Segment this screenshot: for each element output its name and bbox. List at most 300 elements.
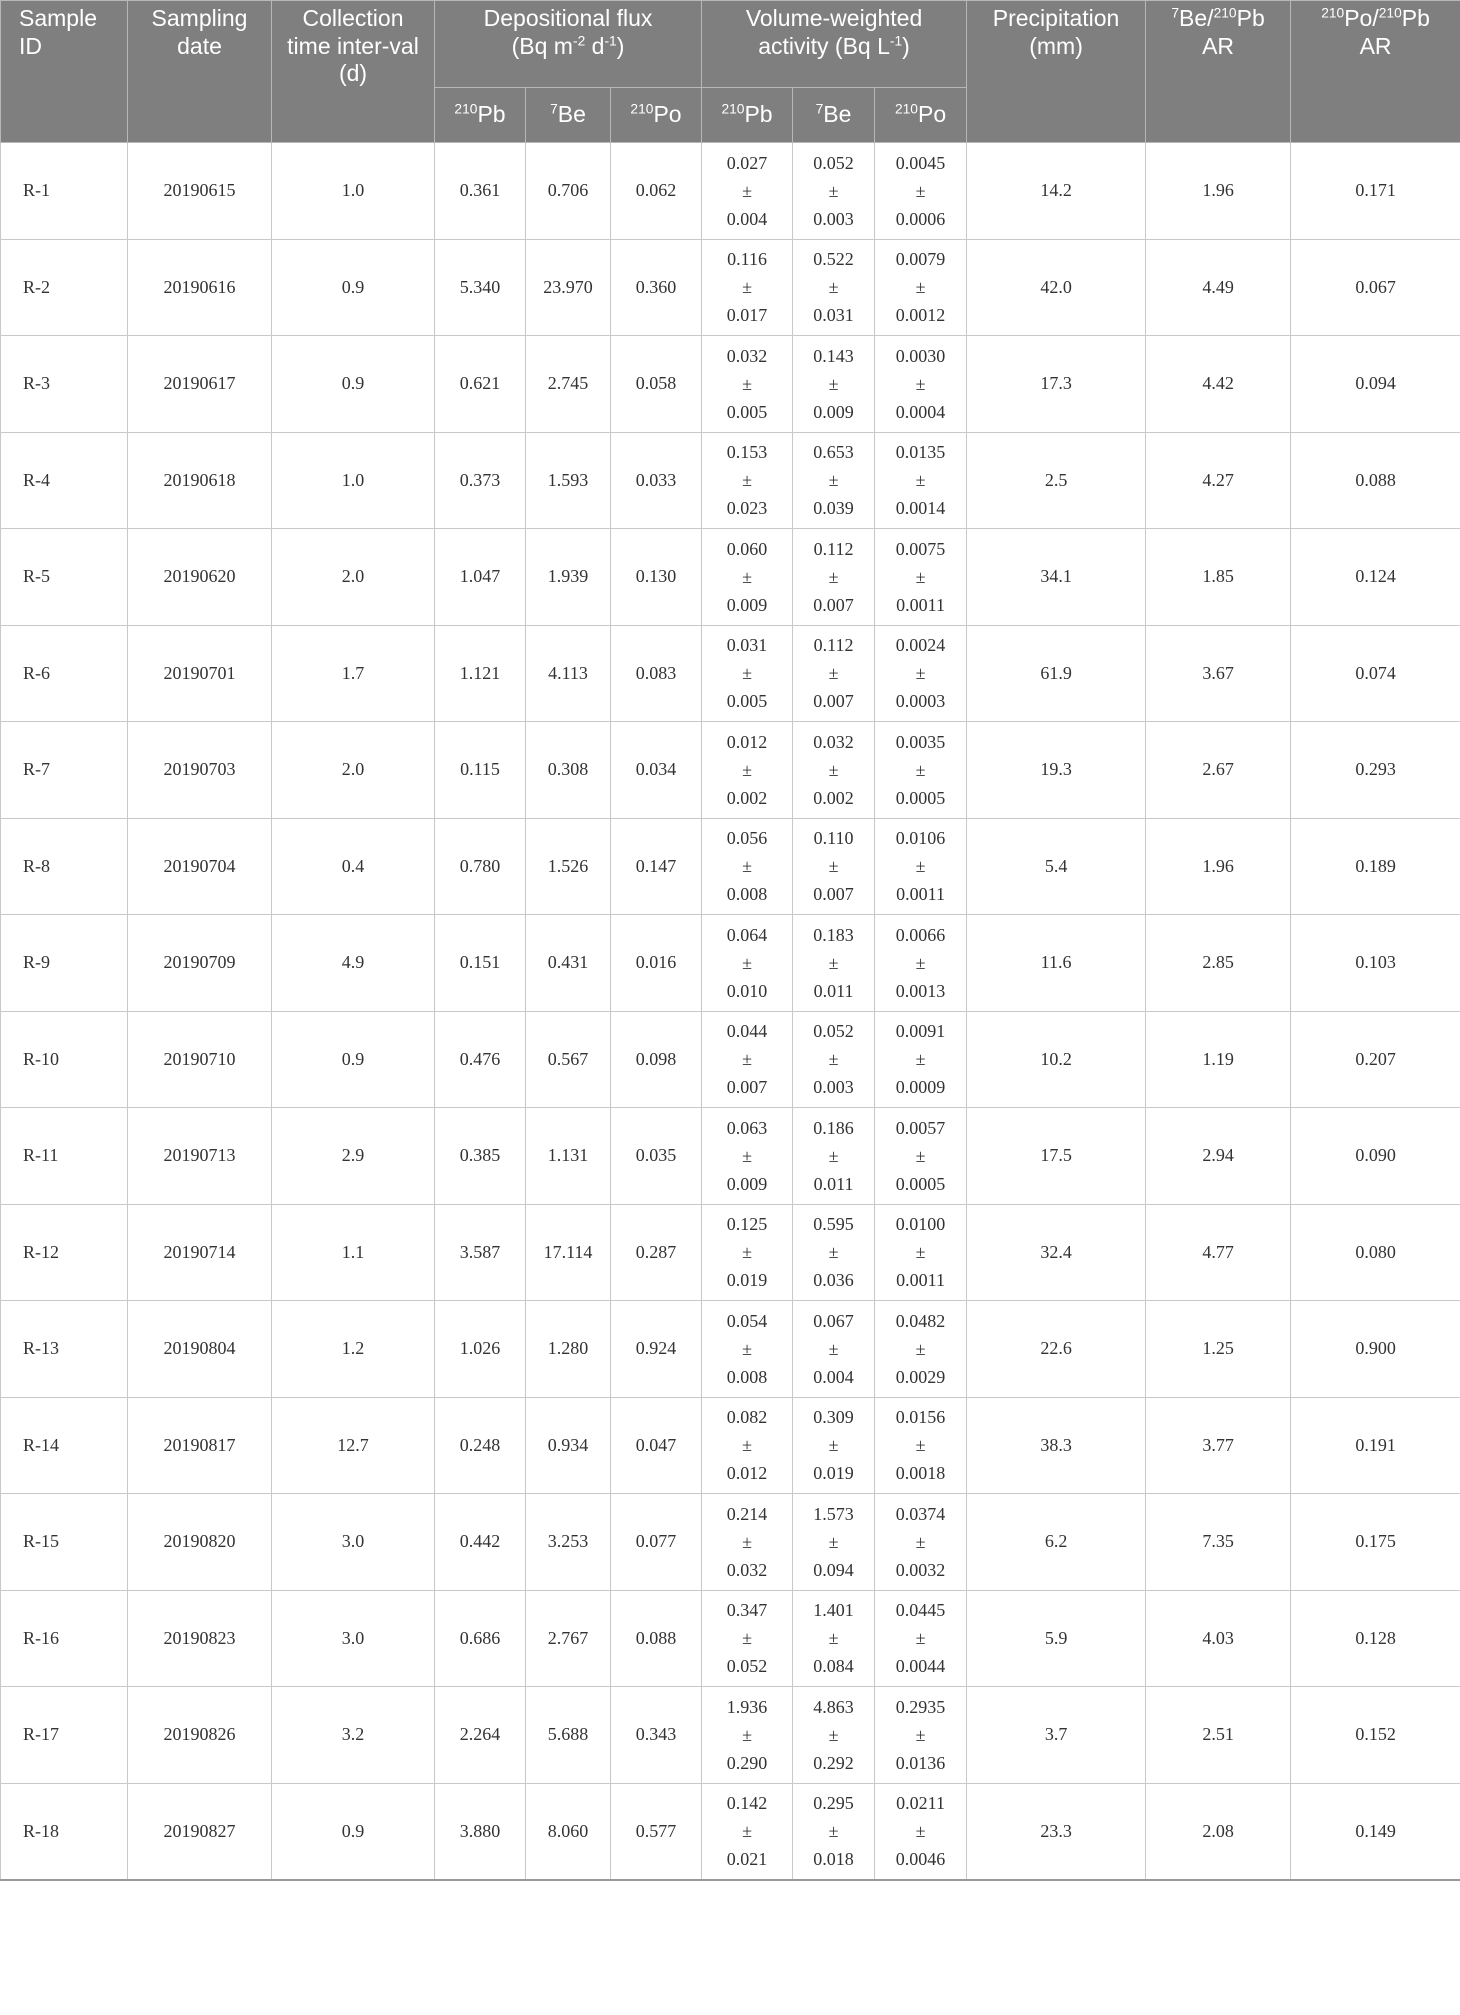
cell-collection-interval: 4.9 (272, 915, 435, 1012)
cell-activity-po210 (875, 432, 967, 529)
header-activity-po210: $^{210}$Po (875, 88, 967, 143)
cell-flux-be7: 1.280 (526, 1301, 611, 1398)
plus-minus-sign: ± (742, 566, 752, 587)
plus-minus-sign: ± (742, 1338, 752, 1359)
cell-be-pb-ar: 4.77 (1146, 1204, 1291, 1301)
cell-activity-po210 (875, 1108, 967, 1205)
cell-collection-interval: 2.9 (272, 1108, 435, 1205)
activity-uncertainty: 0.084 (813, 1656, 854, 1677)
cell-activity-po210 (875, 1590, 967, 1687)
cell-collection-interval: 1.7 (272, 625, 435, 722)
cell-collection-interval: 3.0 (272, 1494, 435, 1591)
header-activity-unit-post: ) (902, 32, 910, 59)
activity-value: 0.2935 (895, 1696, 946, 1717)
cell-flux-po210: 0.077 (611, 1494, 702, 1591)
table-row (1, 529, 1460, 626)
activity-value: 0.0066 (895, 924, 946, 945)
cell-collection-interval: 0.9 (272, 336, 435, 433)
header-flux-po210: $^{210}$Po (611, 88, 702, 143)
table-row (1, 1590, 1460, 1687)
activity-uncertainty: 0.017 (726, 305, 768, 326)
cell-collection-interval: 2.0 (272, 722, 435, 819)
cell-po-pb-ar: 0.074 (1291, 625, 1460, 722)
activity-uncertainty: 0.032 (726, 1559, 768, 1580)
activity-value: 0.052 (813, 1021, 854, 1042)
activity-uncertainty: 0.009 (813, 401, 854, 422)
activity-uncertainty: 0.004 (813, 1366, 854, 1387)
activity-uncertainty: 0.0006 (895, 208, 946, 229)
plus-minus-sign: ± (915, 1821, 926, 1842)
cell-flux-pb210: 0.115 (435, 722, 526, 819)
plus-minus-sign: ± (915, 1242, 926, 1263)
plus-minus-sign: ± (828, 566, 839, 587)
header-flux-pb210: $^{210}$Pb (435, 88, 526, 143)
plus-minus-sign: ± (915, 470, 926, 491)
cell-flux-pb210: 3.880 (435, 1783, 526, 1880)
cell-precipitation: 32.4 (967, 1204, 1146, 1301)
cell-flux-pb210: 0.621 (435, 336, 526, 433)
cell-flux-po210: 0.083 (611, 625, 702, 722)
cell-sample-id: R-7 (1, 722, 128, 819)
cell-flux-be7: 1.131 (526, 1108, 611, 1205)
cell-be-pb-ar: 2.51 (1146, 1687, 1291, 1784)
cell-flux-be7: 1.526 (526, 818, 611, 915)
cell-activity-be7 (793, 625, 875, 722)
cell-sample-id: R-5 (1, 529, 128, 626)
activity-uncertainty: 0.007 (813, 594, 854, 615)
cell-flux-pb210: 5.340 (435, 239, 526, 336)
activity-uncertainty: 0.005 (726, 691, 768, 712)
plus-minus-sign: ± (828, 1435, 839, 1456)
activity-value: 0.522 (813, 249, 854, 270)
cell-activity-pb210 (702, 143, 793, 240)
activity-uncertainty: 0.009 (726, 1173, 768, 1194)
plus-minus-sign: ± (828, 180, 839, 201)
plus-minus-sign: ± (915, 663, 926, 684)
table-row (1, 1301, 1460, 1398)
cell-flux-pb210: 0.248 (435, 1397, 526, 1494)
table-row (1, 625, 1460, 722)
cell-activity-po210 (875, 1783, 967, 1880)
cell-sample-id: R-2 (1, 239, 128, 336)
plus-minus-sign: ± (915, 856, 926, 877)
header-activity-unit-exp: -1 (889, 32, 903, 48)
header-flux-unit-mid: d (585, 32, 605, 59)
plus-minus-sign: ± (915, 1724, 926, 1745)
cell-po-pb-ar: 0.149 (1291, 1783, 1460, 1880)
activity-uncertainty: 0.0005 (895, 1173, 946, 1194)
cell-precipitation: 3.7 (967, 1687, 1146, 1784)
activity-uncertainty: 0.008 (726, 884, 768, 905)
table-row (1, 1687, 1460, 1784)
cell-collection-interval: 1.2 (272, 1301, 435, 1398)
plus-minus-sign: ± (742, 373, 752, 394)
cell-activity-po210 (875, 1397, 967, 1494)
table-row (1, 1494, 1460, 1591)
cell-po-pb-ar: 0.124 (1291, 529, 1460, 626)
cell-activity-pb210 (702, 722, 793, 819)
activity-uncertainty: 0.0012 (895, 305, 946, 326)
cell-collection-interval: 3.2 (272, 1687, 435, 1784)
header-flux-unit-exp2: -1 (604, 32, 617, 48)
activity-value: 0.0045 (895, 152, 946, 173)
cell-activity-pb210 (702, 818, 793, 915)
activity-uncertainty: 0.003 (813, 1077, 854, 1098)
table-row (1, 1108, 1460, 1205)
activity-uncertainty: 0.0009 (895, 1077, 946, 1098)
cell-flux-be7: 23.970 (526, 239, 611, 336)
cell-sampling-date: 20190817 (128, 1397, 272, 1494)
plus-minus-sign: ± (742, 663, 752, 684)
cell-flux-be7: 2.745 (526, 336, 611, 433)
activity-uncertainty: 0.018 (813, 1849, 854, 1870)
activity-uncertainty: 0.0004 (895, 401, 946, 422)
activity-value: 0.060 (726, 538, 768, 559)
plus-minus-sign: ± (828, 1531, 839, 1552)
cell-sampling-date: 20190617 (128, 336, 272, 433)
table-row (1, 1397, 1460, 1494)
header-po-pb-ar: $^{210}$Po/$^{210}$Pb AR (1291, 1, 1460, 143)
plus-minus-sign: ± (915, 759, 926, 780)
table-row (1, 1783, 1460, 1880)
plus-minus-sign: ± (742, 470, 752, 491)
cell-sample-id: R-13 (1, 1301, 128, 1398)
cell-activity-pb210 (702, 336, 793, 433)
plus-minus-sign: ± (828, 1338, 839, 1359)
activity-uncertainty: 0.039 (813, 498, 854, 519)
plus-minus-sign: ± (915, 1145, 926, 1166)
cell-collection-interval: 0.9 (272, 1783, 435, 1880)
activity-uncertainty: 0.007 (813, 884, 854, 905)
activity-uncertainty: 0.003 (813, 208, 854, 229)
activity-uncertainty: 0.021 (726, 1849, 768, 1870)
cell-precipitation: 5.9 (967, 1590, 1146, 1687)
cell-precipitation: 17.3 (967, 336, 1146, 433)
activity-uncertainty: 0.0046 (895, 1849, 946, 1870)
activity-value: 0.0075 (895, 538, 946, 559)
activity-uncertainty: 0.007 (813, 691, 854, 712)
cell-sampling-date: 20190615 (128, 143, 272, 240)
cell-be-pb-ar: 4.49 (1146, 239, 1291, 336)
plus-minus-sign: ± (742, 180, 752, 201)
header-volume-weighted-activity (702, 1, 967, 88)
cell-flux-pb210: 0.373 (435, 432, 526, 529)
plus-minus-sign: ± (742, 759, 752, 780)
header-depositional-flux (435, 1, 702, 88)
plus-minus-sign: ± (915, 373, 926, 394)
activity-value: 0.0374 (895, 1503, 946, 1524)
activity-uncertainty: 0.012 (726, 1463, 768, 1484)
cell-activity-po210 (875, 722, 967, 819)
cell-activity-pb210 (702, 1108, 793, 1205)
cell-precipitation: 6.2 (967, 1494, 1146, 1591)
activity-value: 0.295 (813, 1793, 854, 1814)
activity-uncertainty: 0.292 (813, 1752, 854, 1773)
cell-activity-pb210 (702, 1301, 793, 1398)
cell-sampling-date: 20190703 (128, 722, 272, 819)
cell-flux-be7: 0.431 (526, 915, 611, 1012)
cell-activity-be7 (793, 915, 875, 1012)
cell-activity-po210 (875, 915, 967, 1012)
activity-uncertainty: 0.008 (726, 1366, 768, 1387)
activity-value: 0.0091 (895, 1021, 946, 1042)
plus-minus-sign: ± (915, 1338, 926, 1359)
cell-po-pb-ar: 0.094 (1291, 336, 1460, 433)
table-row (1, 915, 1460, 1012)
cell-activity-be7 (793, 336, 875, 433)
cell-po-pb-ar: 0.171 (1291, 143, 1460, 240)
cell-sample-id: R-11 (1, 1108, 128, 1205)
cell-activity-po210 (875, 625, 967, 722)
cell-activity-pb210 (702, 1783, 793, 1880)
activity-value: 0.012 (726, 731, 768, 752)
activity-uncertainty: 0.007 (726, 1077, 768, 1098)
cell-sampling-date: 20190714 (128, 1204, 272, 1301)
cell-activity-be7 (793, 432, 875, 529)
activity-value: 4.863 (813, 1696, 854, 1717)
activity-uncertainty: 0.0136 (895, 1752, 946, 1773)
cell-activity-pb210 (702, 1397, 793, 1494)
cell-activity-be7 (793, 1687, 875, 1784)
cell-collection-interval: 0.9 (272, 239, 435, 336)
cell-be-pb-ar: 1.19 (1146, 1011, 1291, 1108)
header-sample-id: Sample ID (1, 1, 128, 143)
activity-uncertainty: 0.0013 (895, 980, 946, 1001)
plus-minus-sign: ± (828, 373, 839, 394)
cell-be-pb-ar: 2.67 (1146, 722, 1291, 819)
cell-sampling-date: 20190710 (128, 1011, 272, 1108)
cell-precipitation: 42.0 (967, 239, 1146, 336)
header-precipitation: Precipitation (mm) (967, 1, 1146, 143)
plus-minus-sign: ± (915, 180, 926, 201)
cell-po-pb-ar: 0.207 (1291, 1011, 1460, 1108)
cell-flux-po210: 0.058 (611, 336, 702, 433)
plus-minus-sign: ± (742, 1724, 752, 1745)
cell-flux-po210: 0.924 (611, 1301, 702, 1398)
cell-sample-id: R-8 (1, 818, 128, 915)
cell-collection-interval: 3.0 (272, 1590, 435, 1687)
cell-be-pb-ar: 3.77 (1146, 1397, 1291, 1494)
cell-po-pb-ar: 0.175 (1291, 1494, 1460, 1591)
cell-activity-be7 (793, 1590, 875, 1687)
activity-value: 0.063 (726, 1117, 768, 1138)
table-row (1, 722, 1460, 819)
cell-collection-interval: 1.0 (272, 143, 435, 240)
cell-precipitation: 19.3 (967, 722, 1146, 819)
cell-flux-pb210: 1.121 (435, 625, 526, 722)
cell-flux-be7: 2.767 (526, 1590, 611, 1687)
cell-be-pb-ar: 4.27 (1146, 432, 1291, 529)
activity-uncertainty: 0.005 (726, 401, 768, 422)
activity-uncertainty: 0.004 (726, 208, 768, 229)
table-row (1, 1011, 1460, 1108)
cell-flux-po210: 0.033 (611, 432, 702, 529)
activity-value: 0.0057 (895, 1117, 946, 1138)
activity-value: 1.936 (726, 1696, 768, 1717)
cell-po-pb-ar: 0.090 (1291, 1108, 1460, 1205)
cell-activity-po210 (875, 1301, 967, 1398)
cell-flux-po210: 0.360 (611, 239, 702, 336)
plus-minus-sign: ± (742, 1435, 752, 1456)
cell-be-pb-ar: 1.96 (1146, 143, 1291, 240)
activity-value: 0.044 (726, 1021, 768, 1042)
cell-activity-be7 (793, 1108, 875, 1205)
plus-minus-sign: ± (828, 1821, 839, 1842)
cell-sample-id: R-15 (1, 1494, 128, 1591)
activity-value: 1.401 (813, 1600, 854, 1621)
cell-po-pb-ar: 0.080 (1291, 1204, 1460, 1301)
header-activity-unit-pre: activity (Bq L (758, 32, 890, 59)
activity-uncertainty: 0.0029 (895, 1366, 946, 1387)
cell-be-pb-ar: 1.85 (1146, 529, 1291, 626)
activity-uncertainty: 0.009 (726, 594, 768, 615)
cell-flux-pb210: 0.686 (435, 1590, 526, 1687)
cell-flux-be7: 8.060 (526, 1783, 611, 1880)
cell-po-pb-ar: 0.900 (1291, 1301, 1460, 1398)
cell-be-pb-ar: 7.35 (1146, 1494, 1291, 1591)
activity-value: 0.0106 (895, 828, 946, 849)
activity-uncertainty: 0.0005 (895, 787, 946, 808)
cell-po-pb-ar: 0.191 (1291, 1397, 1460, 1494)
cell-flux-be7: 0.567 (526, 1011, 611, 1108)
cell-activity-po210 (875, 239, 967, 336)
activity-value: 0.0135 (895, 442, 946, 463)
header-collection-interval: Collection time inter-val (d) (272, 1, 435, 143)
cell-activity-po210 (875, 529, 967, 626)
header-flux-be7: $^7$Be (526, 88, 611, 143)
cell-po-pb-ar: 0.293 (1291, 722, 1460, 819)
plus-minus-sign: ± (828, 1049, 839, 1070)
activity-value: 0.214 (726, 1503, 768, 1524)
cell-flux-be7: 0.934 (526, 1397, 611, 1494)
activity-value: 0.186 (813, 1117, 854, 1138)
activity-value: 0.595 (813, 1214, 854, 1235)
cell-activity-be7 (793, 1397, 875, 1494)
activity-value: 0.056 (726, 828, 768, 849)
plus-minus-sign: ± (742, 1242, 752, 1263)
cell-flux-po210: 0.047 (611, 1397, 702, 1494)
activity-value: 0.0024 (895, 635, 946, 656)
activity-uncertainty: 0.010 (726, 980, 768, 1001)
table-row (1, 336, 1460, 433)
cell-flux-po210: 0.034 (611, 722, 702, 819)
cell-be-pb-ar: 2.08 (1146, 1783, 1291, 1880)
cell-precipitation: 2.5 (967, 432, 1146, 529)
activity-value: 0.153 (726, 442, 768, 463)
cell-precipitation: 23.3 (967, 1783, 1146, 1880)
table-body (1, 143, 1460, 1881)
cell-sample-id: R-16 (1, 1590, 128, 1687)
cell-sampling-date: 20190701 (128, 625, 272, 722)
activity-uncertainty: 0.0011 (896, 884, 945, 905)
cell-activity-po210 (875, 1687, 967, 1784)
plus-minus-sign: ± (828, 1724, 839, 1745)
activity-uncertainty: 0.0014 (895, 498, 946, 519)
cell-precipitation: 34.1 (967, 529, 1146, 626)
activity-uncertainty: 0.023 (726, 498, 768, 519)
plus-minus-sign: ± (828, 952, 839, 973)
cell-collection-interval: 0.9 (272, 1011, 435, 1108)
activity-value: 0.125 (726, 1214, 768, 1235)
cell-sample-id: R-10 (1, 1011, 128, 1108)
cell-collection-interval: 2.0 (272, 529, 435, 626)
cell-flux-po210: 0.287 (611, 1204, 702, 1301)
plus-minus-sign: ± (828, 1628, 839, 1649)
cell-sampling-date: 20190620 (128, 529, 272, 626)
cell-flux-pb210: 0.780 (435, 818, 526, 915)
cell-po-pb-ar: 0.088 (1291, 432, 1460, 529)
cell-sampling-date: 20190616 (128, 239, 272, 336)
cell-precipitation: 22.6 (967, 1301, 1146, 1398)
cell-activity-pb210 (702, 1494, 793, 1591)
cell-sampling-date: 20190823 (128, 1590, 272, 1687)
cell-activity-pb210 (702, 529, 793, 626)
cell-activity-po210 (875, 1011, 967, 1108)
cell-flux-be7: 0.706 (526, 143, 611, 240)
cell-flux-po210: 0.343 (611, 1687, 702, 1784)
plus-minus-sign: ± (915, 1049, 926, 1070)
activity-value: 0.653 (813, 442, 854, 463)
activity-value: 0.309 (813, 1407, 854, 1428)
activity-value: 0.0100 (895, 1214, 946, 1235)
activity-value: 0.031 (726, 635, 768, 656)
plus-minus-sign: ± (742, 1821, 752, 1842)
cell-flux-pb210: 3.587 (435, 1204, 526, 1301)
cell-sample-id: R-6 (1, 625, 128, 722)
cell-activity-be7 (793, 1494, 875, 1591)
cell-flux-be7: 5.688 (526, 1687, 611, 1784)
cell-activity-pb210 (702, 1590, 793, 1687)
header-activity-main: Volume-weighted (745, 5, 923, 31)
cell-flux-po210: 0.062 (611, 143, 702, 240)
cell-be-pb-ar: 1.25 (1146, 1301, 1291, 1398)
cell-po-pb-ar: 0.152 (1291, 1687, 1460, 1784)
activity-value: 0.347 (726, 1600, 768, 1621)
activity-uncertainty: 0.002 (726, 787, 768, 808)
table-row (1, 818, 1460, 915)
activity-value: 0.0030 (895, 345, 946, 366)
cell-flux-be7: 1.593 (526, 432, 611, 529)
cell-sample-id: R-1 (1, 143, 128, 240)
plus-minus-sign: ± (915, 952, 926, 973)
cell-activity-be7 (793, 529, 875, 626)
cell-activity-po210 (875, 143, 967, 240)
activity-value: 0.032 (726, 345, 768, 366)
cell-activity-be7 (793, 722, 875, 819)
activity-uncertainty: 0.019 (813, 1463, 854, 1484)
cell-sample-id: R-4 (1, 432, 128, 529)
plus-minus-sign: ± (742, 856, 752, 877)
activity-uncertainty: 0.094 (813, 1559, 854, 1580)
activity-value: 0.054 (726, 1310, 768, 1331)
activity-value: 0.027 (726, 152, 768, 173)
plus-minus-sign: ± (915, 1435, 926, 1456)
cell-precipitation: 10.2 (967, 1011, 1146, 1108)
table-row (1, 239, 1460, 336)
cell-be-pb-ar: 4.03 (1146, 1590, 1291, 1687)
cell-activity-be7 (793, 1783, 875, 1880)
cell-po-pb-ar: 0.189 (1291, 818, 1460, 915)
activity-value: 0.183 (813, 924, 854, 945)
header-flux-unit-exp1: -2 (572, 32, 586, 48)
plus-minus-sign: ± (828, 663, 839, 684)
plus-minus-sign: ± (828, 1242, 839, 1263)
activity-value: 0.082 (726, 1407, 768, 1428)
cell-collection-interval: 0.4 (272, 818, 435, 915)
cell-flux-pb210: 1.026 (435, 1301, 526, 1398)
activity-value: 0.0482 (895, 1310, 946, 1331)
cell-activity-pb210 (702, 239, 793, 336)
